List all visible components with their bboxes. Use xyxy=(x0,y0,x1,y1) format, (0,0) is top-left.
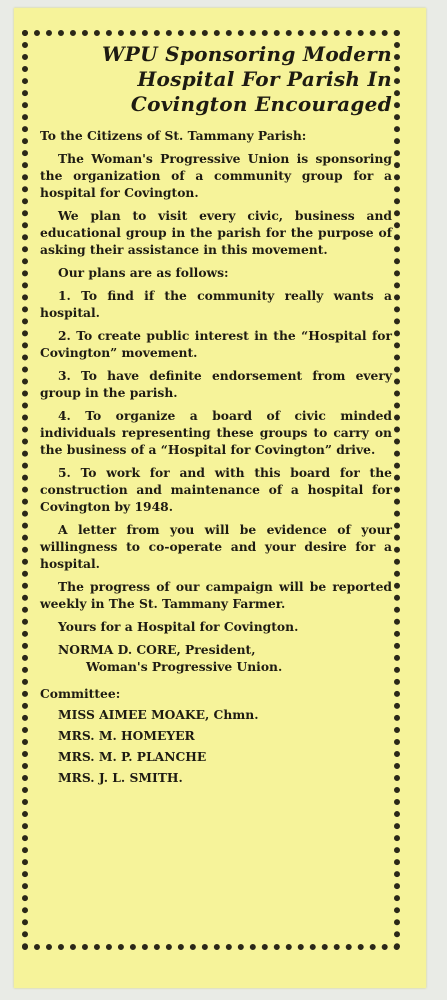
paragraph: The progress of our campaign will be reported weekly in The St. Tammany Farmer. xyxy=(40,579,392,611)
paragraph: A letter from you will be evidence of your willingness to co-operate and your desire for a hospital. xyxy=(40,522,392,571)
headline-line-1: WPU Sponsoring Modern xyxy=(101,42,392,66)
committee-member: MRS. M. HOMEYER xyxy=(58,728,195,743)
plan-item: 1. To find if the community really wants a hospital. xyxy=(40,288,392,320)
paragraph: The Woman's Progressive Union is sponsoring the organization of a community group for a hospital for Covington. xyxy=(40,151,392,200)
signature-name: NORMA D. CORE, President, xyxy=(58,642,256,657)
committee-label: Committee: xyxy=(40,686,121,701)
signoff: Yours for a Hospital for Covington. xyxy=(58,619,299,634)
headline xyxy=(40,42,392,117)
salutation: To the Citizens of St. Tammany Parish: xyxy=(40,128,307,143)
plan-item: 3. To have definite endorsement from every group in the parish. xyxy=(40,368,392,400)
committee-member: MISS AIMEE MOAKE, Chmn. xyxy=(58,707,259,722)
plan-item: 5. To work for and with this board for the construction and maintenance of a hospital for Covington by 1948. xyxy=(40,465,392,514)
committee-member: MRS. J. L. SMITH. xyxy=(58,770,183,785)
plan-item: 2. To create public interest in the “Hospital for Covington” movement. xyxy=(40,328,392,360)
committee-member: MRS. M. P. PLANCHE xyxy=(58,749,207,764)
article-body xyxy=(40,42,392,788)
paragraph: We plan to visit every civic, business and educational group in the parish for the purpose of asking their assistance in this movement. xyxy=(40,208,392,257)
plan-item: 4. To organize a board of civic minded individuals representing these groups to carry on the business of a “Hospital for Covington” drive. xyxy=(40,408,392,457)
paragraph: Our plans are as follows: xyxy=(58,265,229,280)
headline-line-3: Covington Encouraged xyxy=(130,92,392,116)
signature-organization: Woman's Progressive Union. xyxy=(86,659,283,674)
headline-line-2: Hospital For Parish In xyxy=(137,67,392,91)
